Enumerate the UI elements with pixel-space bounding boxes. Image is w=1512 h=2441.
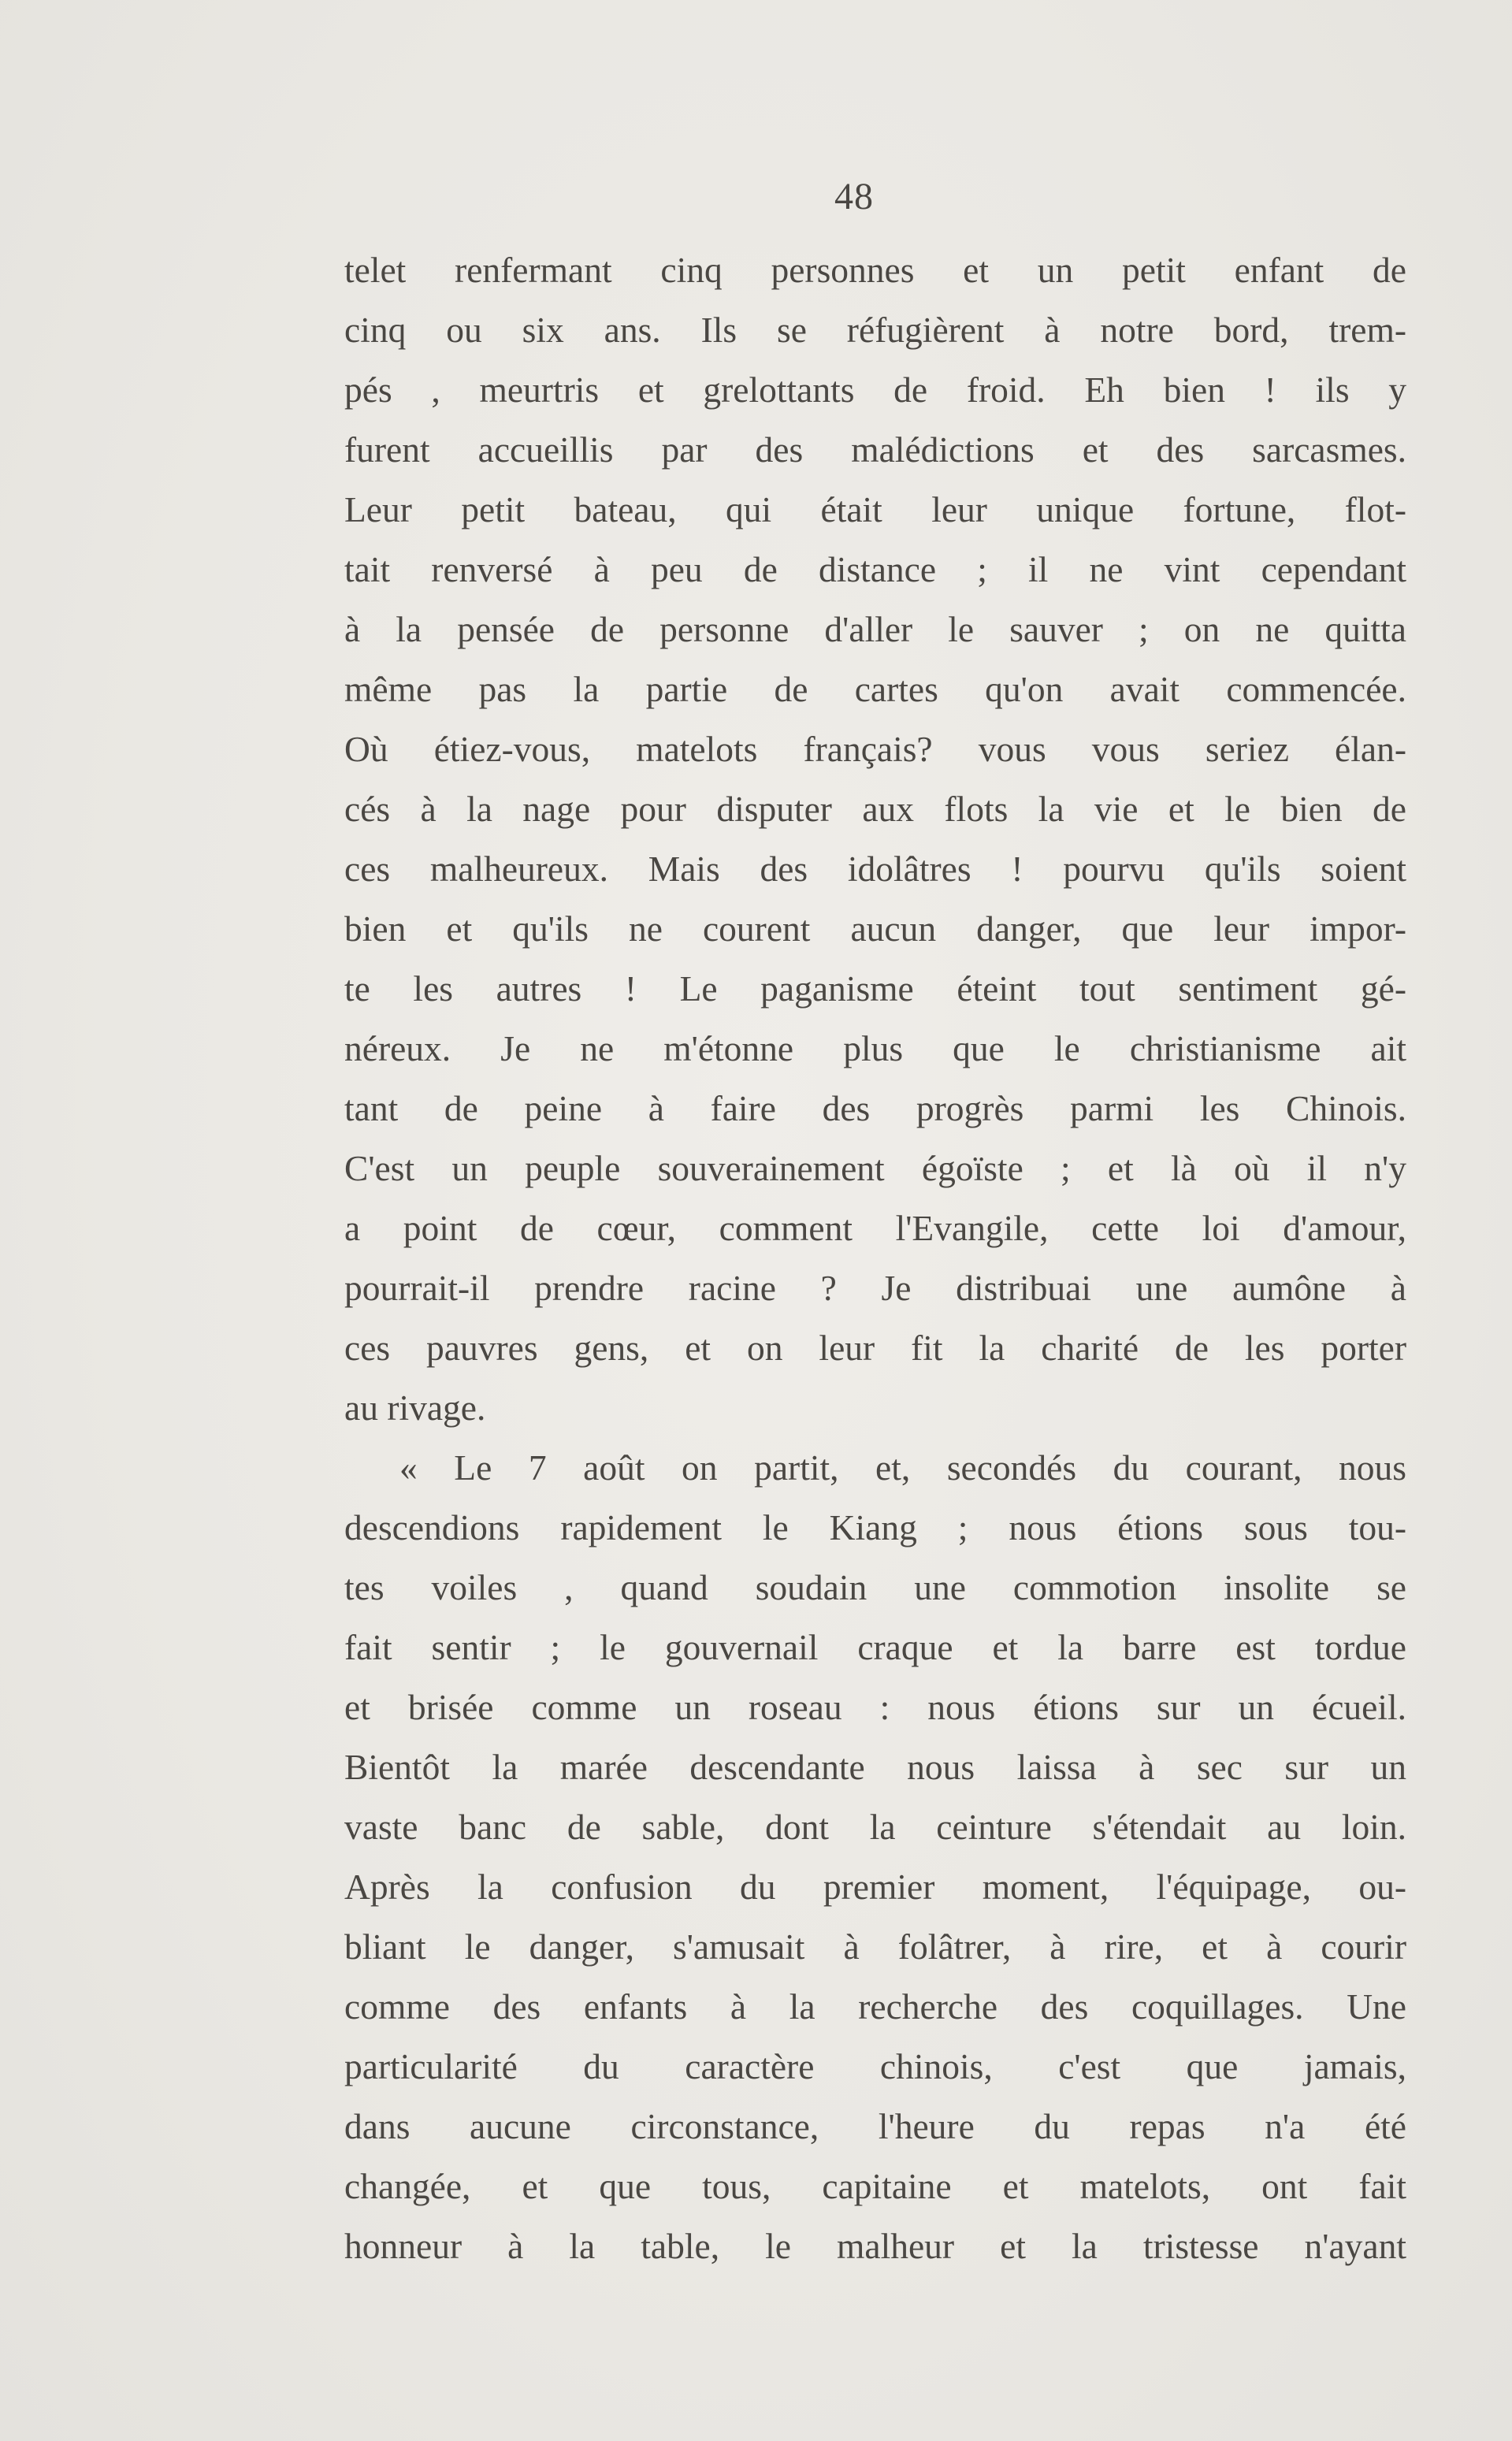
text-line: fait sentir ; le gouvernail craque et la barre est tordue — [344, 1627, 1406, 1667]
body-text — [344, 240, 1406, 2276]
text-line: particularité du caractère chinois, c'est que jamais, — [344, 2046, 1406, 2086]
page-number: 48 — [834, 176, 874, 217]
text-line: ces pauvres gens, et on leur fit la charité de les porter — [344, 1328, 1406, 1368]
text-line: comme des enfants à la recherche des coquillages. Une — [344, 1986, 1406, 2027]
text-line: telet renfermant cinq personnes et un petit enfant de — [344, 250, 1406, 290]
text-line: Leur petit bateau, qui était leur unique fortune, flot- — [344, 489, 1406, 529]
text-line: pés , meurtris et grelottants de froid. Eh bien ! ils y — [344, 370, 1406, 410]
text-line: vaste banc de sable, dont la ceinture s'étendait au loin. — [344, 1807, 1406, 1847]
text-line: C'est un peuple souverainement égoïste ; et là où il n'y — [344, 1148, 1406, 1188]
text-line: changée, et que tous, capitaine et matelots, ont fait — [344, 2166, 1406, 2206]
text-line: a point de cœur, comment l'Evangile, cette loi d'amour, — [344, 1208, 1406, 1248]
text-line: bien et qu'ils ne courent aucun danger, que leur impor- — [344, 908, 1406, 949]
text-line: honneur à la table, le malheur et la tristesse n'ayant — [344, 2226, 1406, 2266]
text-line: Après la confusion du premier moment, l'équipage, ou- — [344, 1867, 1406, 1907]
text-line: et brisée comme un roseau : nous étions sur un écueil. — [344, 1687, 1406, 1727]
text-line: Bientôt la marée descendante nous laissa à sec sur un — [344, 1747, 1406, 1787]
text-line: bliant le danger, s'amusait à folâtrer, à rire, et à courir — [344, 1926, 1406, 1967]
paragraph-first-line: « Le 7 août on partit, et, secondés du courant, nous — [399, 1447, 1406, 1488]
text-line: cinq ou six ans. Ils se réfugièrent à notre bord, trem- — [344, 310, 1406, 350]
text-line: même pas la partie de cartes qu'on avait commencée. — [344, 669, 1406, 709]
text-line: Où étiez-vous, matelots français? vous vous seriez élan- — [344, 729, 1406, 769]
text-line: tant de peine à faire des progrès parmi les Chinois. — [344, 1088, 1406, 1128]
text-line: descendions rapidement le Kiang ; nous étions sous tou- — [344, 1507, 1406, 1547]
text-line: cés à la nage pour disputer aux flots la vie et le bien de — [344, 789, 1406, 829]
text-line: tes voiles , quand soudain une commotion insolite se — [344, 1567, 1406, 1607]
text-line: tait renversé à peu de distance ; il ne vint cependant — [344, 549, 1406, 589]
text-line: pourrait-il prendre racine ? Je distribuai une aumône à — [344, 1268, 1406, 1308]
text-line: te les autres ! Le paganisme éteint tout sentiment gé- — [344, 968, 1406, 1009]
text-line: néreux. Je ne m'étonne plus que le christianisme ait — [344, 1028, 1406, 1068]
paragraph-end-line: au rivage. — [344, 1388, 486, 1428]
text-line: ces malheureux. Mais des idolâtres ! pourvu qu'ils soient — [344, 849, 1406, 889]
text-line: dans aucune circonstance, l'heure du repas n'a été — [344, 2106, 1406, 2146]
text-line: furent accueillis par des malédictions et des sarcasmes. — [344, 429, 1406, 470]
text-line: à la pensée de personne d'aller le sauver ; on ne quitta — [344, 609, 1406, 649]
